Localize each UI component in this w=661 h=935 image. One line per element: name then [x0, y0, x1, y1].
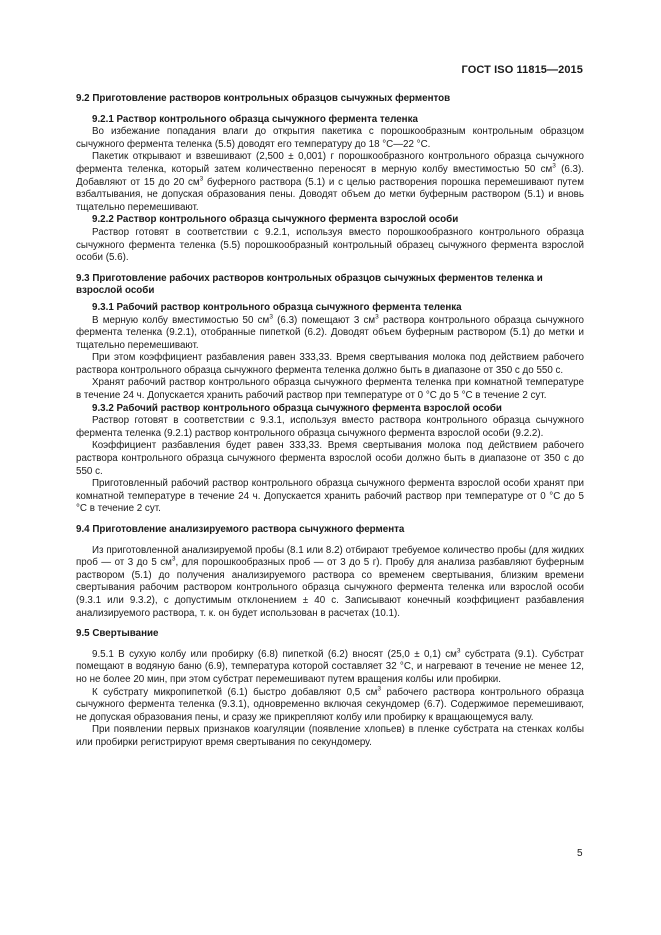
section-9-2-2-heading: 9.2.2 Раствор контрольного образца сычужного фермента взрослой особи — [92, 214, 459, 226]
paragraph: Приготовленный рабочий раствор контрольного образца сычужного фермента взрослой особи хранят при комнатной температуре в течение 24 ч. Допускается хранить рабочий раствор при температуре от 0 °С до 5 °С в течение 2 сут. — [76, 478, 584, 515]
paragraph: К субстрату микропипеткой (6.1) быстро добавляют 0,5 $см^3$ рабочего раствора контрольного образца сычужного фермента теленка (9.3.1), одновременно включая секундомер (6.7). Содержимое перемешивают, не допуская образования пены, и сразу же прикрепляют колбу или пробирку к вращающемуся валу. — [76, 685, 584, 723]
paragraph: Хранят рабочий раствор контрольного образца сычужного фермента теленка при комнатной температуре в течение 24 ч. Допускается хранить рабочий раствор при температуре от 0 °С до 5 °С в течение 2 сут. — [76, 377, 584, 402]
paragraph: Из приготовленной анализируемой пробы (8.1 или 8.2) отбирают требуемое количество пробы (для жидких проб — от 3 до 5 $см^3$, для порошкообразных проб — от 3 до 5 г). Пробу для анализа разбавляют буферным раствором (5.1) до получения анализируемого раствора со временем свертывания, близким времени свертывания рабочим раствором контрольного образца сычужного фермента теленка или взрослой особи (9.3.1 или 9.3.2), с допустимым отклонением ± 40 с. Записывают конечный коэффициент разбавления анализируемого раствора, т. к. он будет использован в расчетах (10.1). — [76, 544, 585, 619]
section-9-3-1-heading: 9.3.1 Рабочий раствор контрольного образца сычужного фермента теленка — [92, 301, 462, 313]
paragraph: В мерную колбу вместимостью 50 $см^3$ (6.3) помещают 3 $см^3$ раствора контрольного образца сычужного фермента теленка (9.2.1), отобранные пипеткой (6.2). Доводят объем буферным раствором (5.1) до метки и тщательно перемешивают. — [76, 313, 585, 351]
section-9-2-1-heading: 9.2.1 Раствор контрольного образца сычужного фермента теленка — [92, 113, 418, 125]
paragraph: При этом коэффициент разбавления равен 333,33. Время свертывания молока под действием рабочего раствора контрольного образца сычужного фермента теленка должно быть в диапазоне от 350 с до 550 с. — [76, 352, 584, 376]
section-9-3-heading: 9.3 Приготовление рабочих растворов контрольных образцов сычужных ферментов теленка и взрослой особи — [76, 272, 543, 297]
document-body — [76, 93, 584, 750]
paragraph: Раствор готовят в соответствии с 9.3.1, используя вместо раствора контрольного образца сычужного фермента теленка (9.2.1) раствор контрольного образца сычужного фермента взрослой особи (9.2.2). — [76, 415, 584, 439]
section-9-2-heading: 9.2 Приготовление растворов контрольных образцов сычужных ферментов — [76, 93, 451, 104]
paragraph: Коэффициент разбавления будет равен 333,33. Время свертывания молока под действием рабочего раствора контрольного образца сычужного фермента взрослой особи должно быть в диапазоне от 350 с до 550 с. — [76, 440, 584, 477]
paragraph: 9.5.1 В сухую колбу или пробирку (6.8) пипеткой (6.2) вносят (25,0 ± 0,1) $см^3$ субстрата (9.1). Субстрат помещают в водяную баню (6.9), температура которой составляет 32 °С, и нагревают в течение не менее 12, но не более 20 мин, при этом субстрат перемешивают путем вращения колбы или пробирки. — [76, 647, 584, 685]
section-9-5-heading: 9.5 Свертывание — [76, 628, 159, 640]
standard-header: ГОСТ ISO 11815—2015 — [461, 64, 583, 76]
paragraph: При появлении первых признаков коагуляции (появление хлопьев) в пленке субстрата на стенках колбы или пробирки регистрируют время свертывания по секундомеру. — [76, 724, 584, 748]
paragraph: Пакетик открывают и взвешивают (2,500 ± 0,001) г порошкообразного контрольного образца сычужного фермента теленка, который затем количественно переносят в мерную колбу вместимостью 50 $см^3$ (6.3). Добавляют от 15 до 20 $см^3$ буферного раствора (5.1) и с целью растворения порошка перемешивают путем взбалтывания, не допуская образования пены. Доводят объем до метки буферным раствором (5.1) и вновь тщательно перемешивают. — [76, 151, 584, 213]
section-9-4-heading: 9.4 Приготовление анализируемого раствора сычужного фермента — [76, 524, 405, 535]
paragraph: Раствор готовят в соответствии с 9.2.1, используя вместо порошкообразного контрольного образца сычужного фермента теленка (5.5) порошкообразный контрольный образец сычужного фермента взрослой особи (5.6). — [76, 226, 584, 264]
paragraph: Во избежание попадания влаги до открытия пакетика с порошкообразным контрольным образцом сычужного фермента теленка (5.5) доводят его температуру до 18 °С—22 °С. — [76, 126, 584, 150]
page-number: 5 — [577, 848, 583, 859]
section-9-3-2-heading: 9.3.2 Рабочий раствор контрольного образца сычужного фермента взрослой особи — [92, 402, 502, 414]
